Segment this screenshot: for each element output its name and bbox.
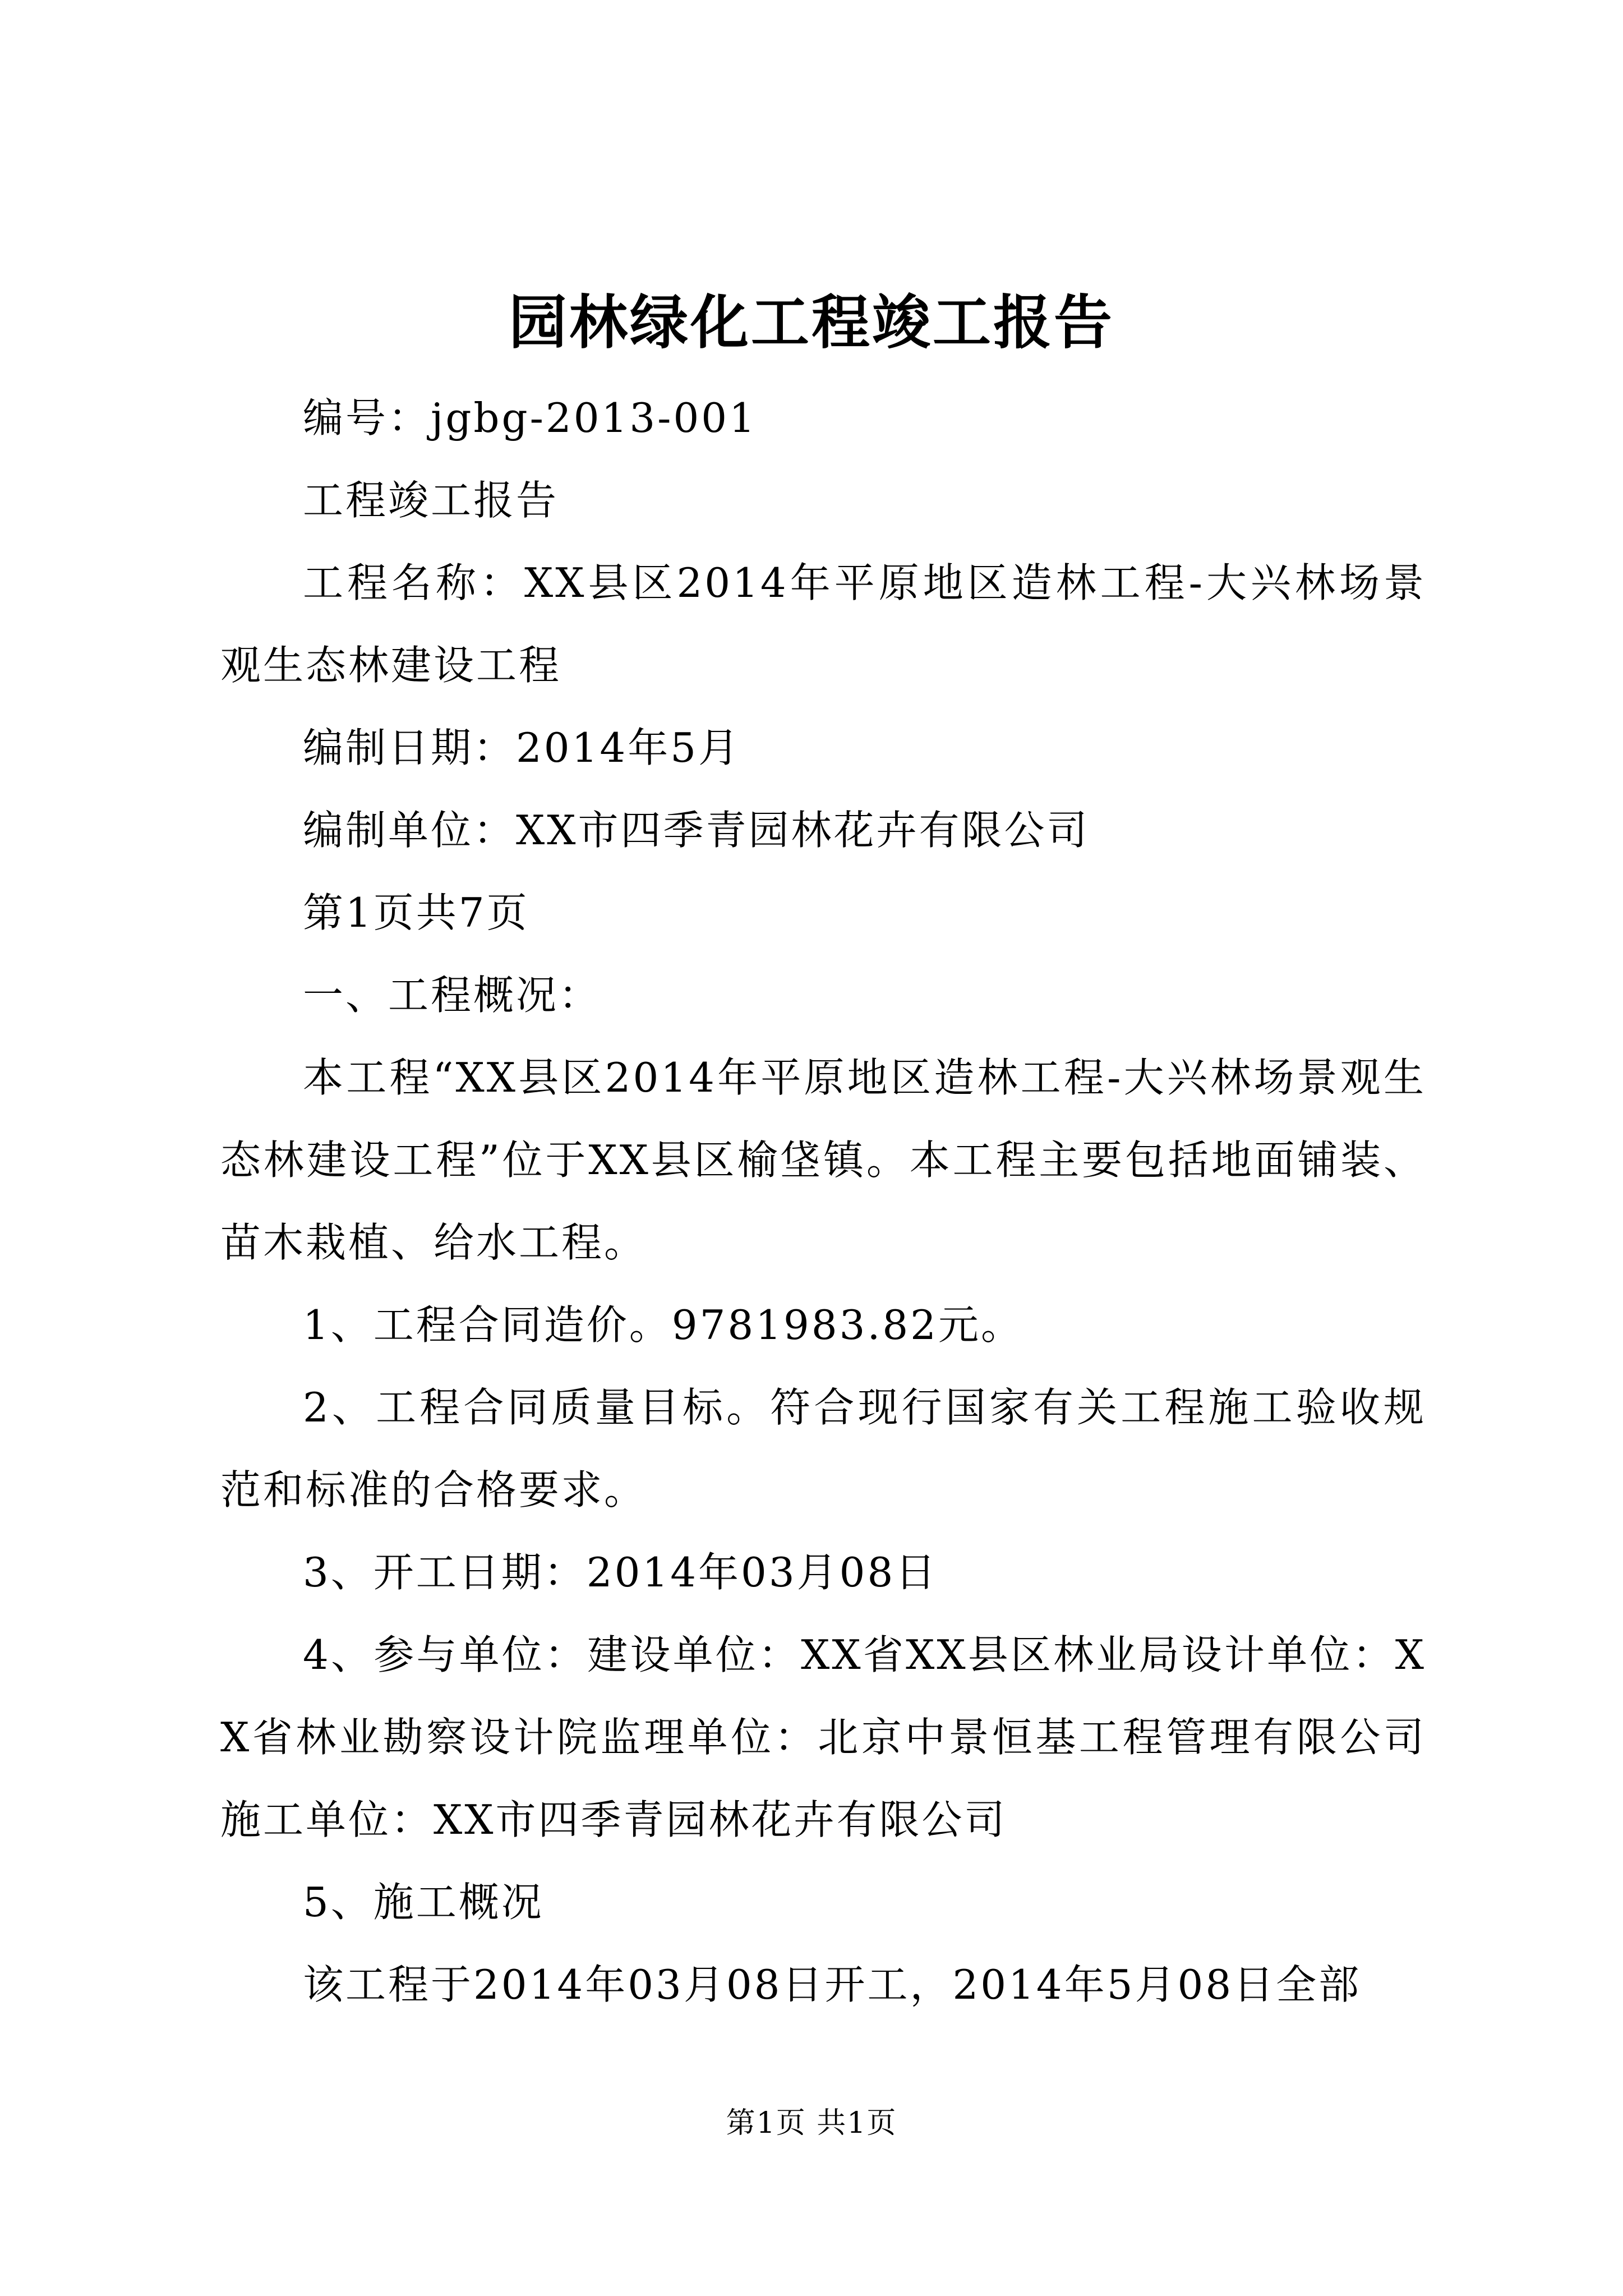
document-body: [220, 377, 1426, 2026]
overview-paragraph: 本工程“XX县区2014年平原地区造林工程-大兴林场景观生态林建设工程”位于XX县区榆垡镇。本工程主要包括地面铺装、苗木栽植、给水工程。: [220, 1054, 1426, 1266]
report-type: 工程竣工报告: [303, 477, 559, 524]
construction-overview-text: 该工程于2014年03月08日开工，2014年5月08日全部: [303, 1961, 1362, 2008]
section-heading-overview: 一、工程概况：: [303, 972, 602, 1019]
compile-date: 编制日期：2014年5月: [303, 724, 741, 771]
project-name: 工程名称：XX县区2014年平原地区造林工程-大兴林场景观生态林建设工程: [220, 559, 1426, 689]
construction-overview-heading: 5、施工概况: [303, 1879, 544, 1926]
start-date: 3、开工日期：2014年03月08日: [303, 1549, 938, 1596]
quality-target: 2、工程合同质量目标。符合现行国家有关工程施工验收规范和标准的合格要求。: [220, 1384, 1426, 1513]
document-title: 园林绿化工程竣工报告: [508, 288, 1114, 357]
page-footer: 第1页 共1页: [726, 2106, 897, 2140]
document-number: 编号：jgbg-2013-001: [303, 394, 757, 441]
compile-unit: 编制单位：XX市四季青园林花卉有限公司: [303, 807, 1090, 854]
inline-page-count: 第1页共7页: [303, 889, 529, 936]
contract-price: 1、工程合同造价。9781983.82元。: [303, 1301, 1023, 1349]
participants: 4、参与单位：建设单位：XX省XX县区林业局设计单位：XX省林业勘察设计院监理单位：北京中景恒基工程管理有限公司施工单位：XX市四季青园林花卉有限公司: [220, 1631, 1426, 1843]
